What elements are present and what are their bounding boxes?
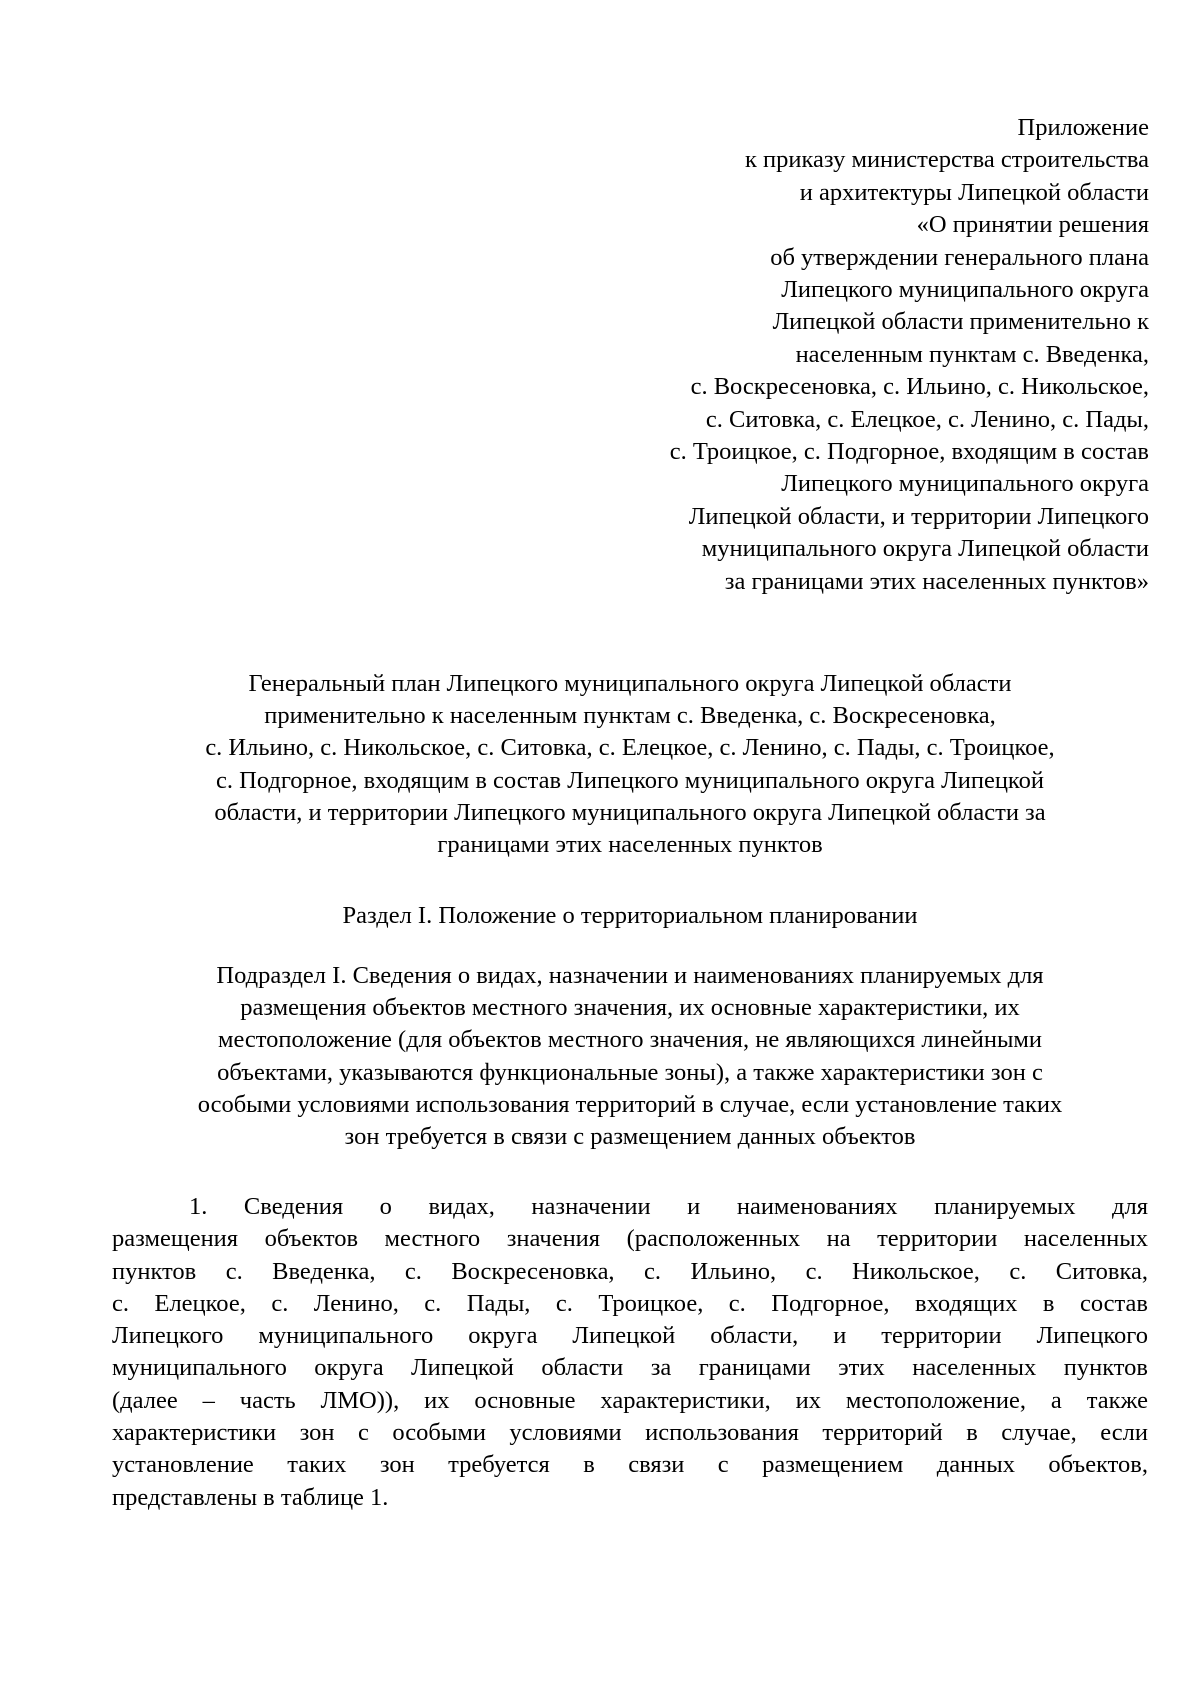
document-title <box>110 668 1150 861</box>
appendix-line: с. Ситовка, с. Елецкое, с. Ленино, с. Пады, <box>705 405 1149 433</box>
appendix-line: Липецкого муниципального округа <box>781 470 1149 498</box>
title-line: границами этих населенных пунктов <box>437 831 823 859</box>
title-line: применительно к населенным пунктам с. Введенка, с. Воскресеновка, <box>264 702 996 730</box>
appendix-line: за границами этих населенных пунктов» <box>724 567 1149 595</box>
appendix-line: с. Воскресеновка, с. Ильино, с. Никольское, <box>690 373 1149 401</box>
appendix-line: Липецкой области применительно к <box>772 308 1149 336</box>
appendix-line: с. Троицкое, с. Подгорное, входящим в состав <box>669 438 1149 466</box>
appendix-line: населенным пунктам с. Введенка, <box>795 340 1149 368</box>
title-line: с. Подгорное, входящим в состав Липецкого муниципального округа Липецкой <box>216 766 1044 794</box>
title-line: с. Ильино, с. Никольское, с. Ситовка, с. Елецкое, с. Ленино, с. Пады, с. Троицкое, <box>205 734 1055 762</box>
appendix-line: «О принятии решения <box>916 211 1149 239</box>
subsection-line: Подраздел I. Сведения о видах, назначении и наименованиях планируемых для <box>216 962 1044 989</box>
appendix-line: муниципального округа Липецкой области <box>701 535 1149 563</box>
subsection-line: особыми условиями использования территорий в случае, если установление таких <box>197 1090 1063 1118</box>
body-paragraph <box>112 1191 1148 1514</box>
appendix-line: Приложение <box>1017 114 1149 141</box>
appendix-header <box>549 112 1149 598</box>
paragraph-line: установление таких зон требуется в связи с размещением данных объектов, <box>112 1451 1148 1479</box>
section-heading: Раздел I. Положение о территориальном планировании <box>342 902 918 929</box>
paragraph-line: представлены в таблице 1. <box>112 1483 389 1511</box>
appendix-line: к приказу министерства строительства <box>745 146 1149 174</box>
paragraph-line: Липецкого муниципального округа Липецкой области, и территории Липецкого <box>112 1322 1148 1350</box>
paragraph-line: размещения объектов местного значения (расположенных на территории населенных <box>112 1225 1148 1253</box>
paragraph-line: 1. Сведения о видах, назначении и наименованиях планируемых для <box>189 1193 1148 1220</box>
appendix-line: об утверждении генерального плана <box>770 243 1149 271</box>
title-line: области, и территории Липецкого муниципального округа Липецкой области за <box>214 798 1046 826</box>
subsection-line: местоположение (для объектов местного значения, не являющихся линейными <box>217 1026 1043 1054</box>
subsection-line: объектами, указываются функциональные зоны), а также характеристики зон с <box>217 1058 1043 1086</box>
title-line: Генеральный план Липецкого муниципального округа Липецкой области <box>248 670 1012 697</box>
subsection-line: зон требуется в связи с размещением данных объектов <box>344 1123 916 1151</box>
subsection-heading <box>110 960 1150 1153</box>
appendix-line: и архитектуры Липецкой области <box>799 178 1149 206</box>
paragraph-line: (далее – часть ЛМО)), их основные характеристики, их местоположение, а также <box>112 1386 1148 1414</box>
appendix-line: Липецкой области, и территории Липецкого <box>688 502 1149 530</box>
paragraph-line: пунктов с. Введенка, с. Воскресеновка, с. Ильино, с. Никольское, с. Ситовка, <box>112 1257 1148 1285</box>
paragraph-line: муниципального округа Липецкой области за границами этих населенных пунктов <box>112 1354 1148 1382</box>
paragraph-line: характеристики зон с особыми условиями использования территорий в случае, если <box>112 1419 1148 1447</box>
paragraph-line: с. Елецкое, с. Ленино, с. Пады, с. Троицкое, с. Подгорное, входящих в состав <box>112 1289 1148 1317</box>
subsection-line: размещения объектов местного значения, их основные характеристики, их <box>240 994 1020 1022</box>
appendix-line: Липецкого муниципального округа <box>781 276 1149 304</box>
